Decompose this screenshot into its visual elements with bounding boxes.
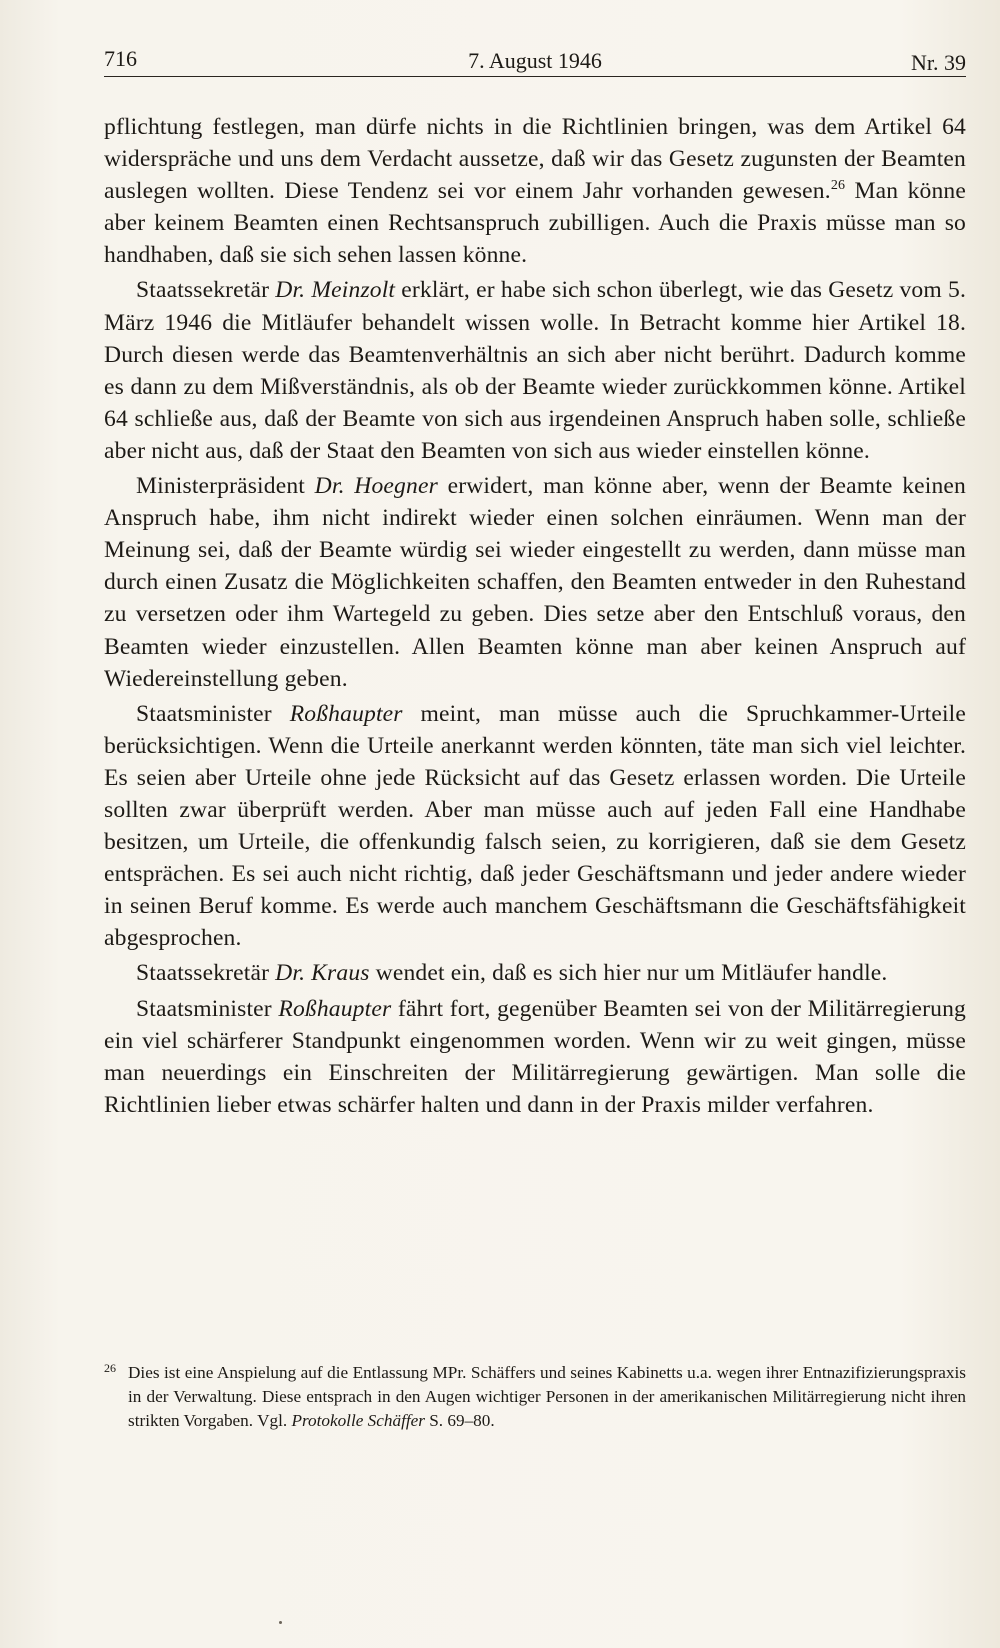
main-text	[104, 111, 966, 1121]
speaker-role: Ministerpräsident	[136, 473, 315, 500]
footnote-26: 26 Dies ist eine Anspielung auf die Entlassung MPr. Schäffers und seines Kabinetts u.a. wegen ihrer Entnazifizierungspraxis in der Verwaltung. Diese entsprach in den Augen wichtiger Personen in der amerikanischen Militärregierung nicht ihren strikten Vorgaben. Vgl. Protokolle Schäffer S. 69–80.	[104, 1361, 966, 1434]
speaker-name: Dr. Hoegner	[314, 473, 438, 500]
speaker-role: Staatsminister	[136, 995, 279, 1022]
speaker-role: Staatsminister	[136, 700, 290, 727]
header-rule	[104, 76, 966, 77]
footnote-mark: 26	[104, 1361, 116, 1375]
paragraph-hoegner: Ministerpräsident Dr. Hoegner erwidert, man könne aber, wenn der Beamte keinen Anspruch habe, ihm nicht indirekt wieder einen solchen einräumen. Wenn man der Meinung sei, daß der Beamte würdig sei wieder eingestellt zu werden, dann müsse man durch einen Zusatz die Möglichkeiten schaffen, den Beamten entweder in den Ruhestand zu versetzen oder ihm Wartegeld zu geben. Dies setze aber den Entschluß voraus, den Beamten wieder einzustellen. Allen Beamten könne man aber keinen Anspruch auf Wiedereinstellung geben.	[104, 473, 966, 692]
issue-number: Nr. 39	[911, 50, 966, 75]
speaker-name: Roßhaupter	[278, 995, 392, 1022]
paragraph-rosshaupter-1: Staatsminister Roßhaupter meint, man müsse auch die Spruchkammer-Urteile berücksichtigen. Wenn die Urteile anerkannt werden könnten, täte man sich viel leichter. Es seien aber Urteile ohne jede Rücksicht auf das Gesetz erlassen worden. Die Urteile sollten zwar überprüft werden. Aber man müsse auch auf jeden Fall eine Handhabe besitzen, um Urteile, die offenkundig falsch seien, zu korrigieren, daß sie dem Gesetz entsprächen. Es sei auch nicht richtig, daß jeder Geschäftsmann und jeder andere wieder in seinen Beruf komme. Es werde auch manchem Geschäftsmann die Geschäftsfähigkeit abgesprochen.	[104, 700, 966, 952]
footnote-citation: Protokolle Schäffer	[291, 1411, 425, 1431]
footnote-reference[interactable]: 26	[830, 178, 846, 194]
speaker-name: Roßhaupter	[289, 700, 403, 727]
speaker-name: Dr. Meinzolt	[275, 277, 396, 304]
paragraph-meinzolt: Staatssekretär Dr. Meinzolt erklärt, er habe sich schon überlegt, wie das Gesetz vom 5. März 1946 die Mitläufer behandelt wissen wolle. In Betracht komme hier Artikel 18. Durch diesen werde das Beamtenverhältnis an sich aber nicht berührt. Dadurch komme es dann zu dem Mißverständnis, als ob der Beamte wieder zurückkommen könne. Artikel 64 schließe aus, daß der Beamte von sich aus irgendeinen Anspruch haben solle, schließe aber nicht aus, daß der Staat den Beamten von sich aus wieder einstellen könne.	[104, 277, 966, 464]
footnotes	[104, 1361, 966, 1434]
running-header	[104, 44, 966, 78]
speaker-role: Staatssekretär	[136, 960, 276, 987]
page-number: 716	[104, 46, 137, 71]
speaker-name: Dr. Kraus	[275, 960, 370, 987]
paper-speck	[279, 1621, 282, 1624]
paragraph-kraus: Staatssekretär Dr. Kraus wendet ein, daß es sich hier nur um Mitläufer handle.	[136, 960, 888, 987]
paragraph-rosshaupter-2: Staatsminister Roßhaupter fährt fort, gegenüber Beamten sei von der Militärregierung ein viel schärferer Standpunkt eingenommen worden. Wenn wir zu weit gingen, müsse man neuerdings ein Einschreiten der Militärregierung gewärtigen. Man solle die Richtlinien lieber etwas schärfer halten und dann in der Praxis milder verfahren.	[104, 995, 966, 1118]
speaker-role: Staatssekretär	[136, 277, 276, 304]
header-date: 7. August 1946	[468, 48, 602, 73]
paragraph-continuation: pflichtung festlegen, man dürfe nichts in die Richtlinien bringen, was dem Artikel 64 widerspräche und uns dem Verdacht aussetze, daß wir das Gesetz zugunsten der Beamten auslegen wollten. Diese Tendenz sei vor einem Jahr vorhanden gewesen.$^{26}$ Man könne aber keinem Beamten einen Rechtsanspruch zubilligen. Auch die Praxis müsse man so handhaben, daß sie sich sehen lassen könne.	[104, 114, 966, 269]
